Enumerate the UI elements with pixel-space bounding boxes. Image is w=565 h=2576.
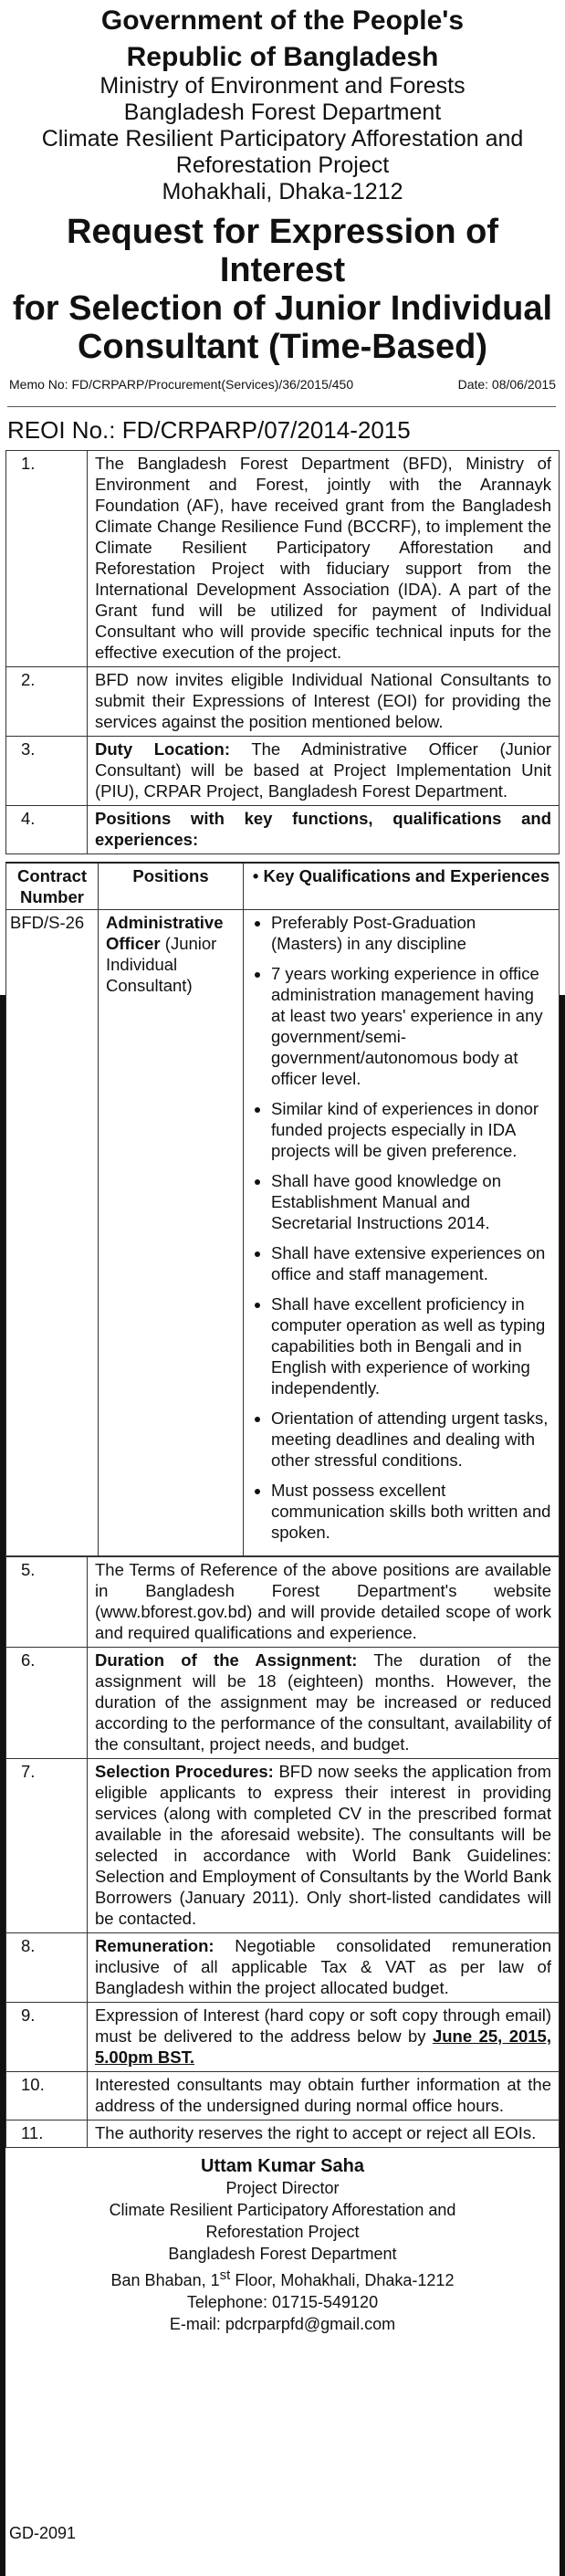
- col-positions: Positions: [99, 863, 244, 910]
- qualification-item: • Shall have good knowledge on Establishment Manual and Secretarial Instructions 2014.: [271, 1170, 551, 1233]
- item-body: The duration of the assignment will be 18 (eighteen) months. However, the duration of the assignment may be increased or reduced according to the performance of the consultant, availability of the consultant, project needs, and budget.: [95, 1650, 551, 1754]
- item-body: Expression of Interest (hard copy or soft copy through email) must be delivered to the address below by: [95, 2005, 551, 2046]
- item-number: 2.: [6, 667, 88, 737]
- col-contract-number: Contract Number: [6, 863, 99, 910]
- item-number: 11.: [6, 2120, 88, 2148]
- item-number: 10.: [6, 2072, 88, 2120]
- items-table-bottom: [5, 1556, 560, 2148]
- item-text: The Terms of Reference of the above positions are available in Bangladesh Forest Department's website (www.bforest.gov.bd) and will provide detailed scope of work and required qualifications and experience.: [88, 1557, 560, 1648]
- item-row: [6, 667, 560, 737]
- item-label: Remuneration:: [95, 1936, 214, 1955]
- signatory-email[interactable]: E-mail: pdcrparpfd@gmail.com: [169, 2315, 396, 2333]
- item-number: 7.: [6, 1759, 88, 1933]
- item-row: [6, 2072, 560, 2120]
- item-number: 4.: [6, 806, 88, 854]
- positions-header-row: [6, 863, 560, 910]
- qualification-item: • Shall have extensive experiences on office and staff management.: [271, 1242, 551, 1284]
- item-label: Selection Procedures:: [95, 1762, 274, 1781]
- item-number: 9.: [6, 2003, 88, 2072]
- item-number: 1.: [6, 451, 88, 667]
- address-part-1: Ban Bhaban, 1: [110, 2271, 220, 2289]
- qualifications-cell: [244, 910, 560, 1556]
- address: Mohakhali, Dhaka-1212: [162, 179, 403, 204]
- col-qualifications: • Key Qualifications and Experiences: [244, 863, 560, 910]
- title-line-1: Request for Expression of Interest: [67, 213, 498, 289]
- signature-block: [5, 2155, 560, 2335]
- header: [5, 5, 560, 366]
- org-line-1: Government of the People's: [100, 5, 465, 36]
- item-text: The Bangladesh Forest Department (BFD), Ministry of Environment and Forest, jointly with the Arannayk Foundation (AF), have received grant from the Bangladesh Climate Change Resilience Fund (BCCRF), to implement the Climate Resilient Participatory Afforestation and Reforestation Project with fiduciary support from the International Development Association (IDA). A part of the Grant fund will be utilized for payment of Individual Consultant who will provide specific technical inputs for the effective execution of the project.: [88, 451, 560, 667]
- item-row: [6, 451, 560, 667]
- item-row: [6, 1759, 560, 1933]
- project-line-2: Reforestation Project: [175, 152, 390, 178]
- address-part-2: Floor, Mohakhali, Dhaka-1212: [230, 2271, 455, 2289]
- item-number: 6.: [6, 1648, 88, 1759]
- item-row: [6, 737, 560, 806]
- qualification-item: • 7 years working experience in office administration management having at least two years' experience in any government/semi-government/autonomous body at officer level.: [271, 963, 551, 1089]
- signatory-project-2: Reforestation Project: [205, 2223, 360, 2241]
- item-text: [88, 2003, 560, 2072]
- item-number: 5.: [6, 1557, 88, 1648]
- item-text: Interested consultants may obtain further information at the address of the undersigned during normal office hours.: [88, 2072, 560, 2120]
- memo-row: [9, 377, 556, 392]
- signatory-name: Uttam Kumar Saha: [201, 2156, 364, 2176]
- signatory-project-1: Climate Resilient Participatory Afforestation and: [109, 2201, 456, 2219]
- item-text: [88, 1759, 560, 1933]
- item-body: Negotiable consolidated remuneration inclusive of all applicable Tax & VAT as per law of Bangladesh within the project allocated budget.: [95, 1936, 551, 1997]
- qualification-item: • Preferably Post-Graduation (Masters) in any discipline: [271, 912, 551, 954]
- item-text: The authority reserves the right to accept or reject all EOIs.: [88, 2120, 560, 2148]
- item-number: 8.: [6, 1933, 88, 2003]
- contract-number: BFD/S-26: [6, 910, 99, 1556]
- signatory-designation: Project Director: [225, 2179, 340, 2197]
- item-row: [6, 806, 560, 854]
- item-text: BFD now invites eligible Individual National Consultants to submit their Expressions of Interest (EOI) for providing the services against the position mentioned below.: [88, 667, 560, 737]
- scan-edge-right: [560, 995, 565, 2576]
- item-text: Positions with key functions, qualifications and experiences:: [88, 806, 560, 854]
- position-title: Administrative Officer: [106, 913, 224, 953]
- item-label: Duty Location:: [95, 739, 231, 759]
- positions-row: [6, 910, 560, 1556]
- items-table-top: [5, 450, 560, 854]
- item-row: [6, 2003, 560, 2072]
- signatory-telephone: Telephone: 01715-549120: [186, 2293, 379, 2311]
- notice-page: [5, 0, 560, 2576]
- qualification-item: • Similar kind of experiences in donor funded projects especially in IDA projects will be given preference.: [271, 1098, 551, 1161]
- item-row: [6, 1933, 560, 2003]
- positions-table: [5, 862, 560, 1556]
- item-row: [6, 1557, 560, 1648]
- position-detail: (Junior Individual Consultant): [106, 934, 217, 995]
- item-text: [88, 1648, 560, 1759]
- memo-number: Memo No: FD/CRPARP/Procurement(Services)/36/2015/450: [9, 377, 354, 392]
- ministry: Ministry of Environment and Forests: [99, 73, 466, 99]
- qualification-item: • Must possess excellent communication skills both written and spoken.: [271, 1480, 551, 1543]
- item-text: [88, 1933, 560, 2003]
- memo-date: Date: 08/06/2015: [457, 377, 556, 392]
- ref-code: GD-2091: [9, 2524, 77, 2542]
- org-line-2: Republic of Bangladesh: [126, 42, 439, 72]
- qualification-item: • Orientation of attending urgent tasks, meeting deadlines and dealing with other stressful conditions.: [271, 1408, 551, 1471]
- qualifications-list: [251, 912, 551, 1543]
- signatory-address: [5, 2265, 560, 2291]
- item-body: The Administrative Officer (Junior Consultant) will be based at Project Implementation Unit (PIU), CRPAR Project, Bangladesh Forest Department.: [95, 739, 552, 801]
- item-body: BFD now seeks the application from eligible applicants to express their interest in providing services (along with completed CV in the prescribed format available in the aforesaid website). The consultants will be selected in accordance with World Bank Guidelines: Selection and Employment of Consultants by the World Bank Borrowers (January 2011). Only short-listed candidates will be contacted.: [95, 1762, 551, 1928]
- project-line-1: Climate Resilient Participatory Afforestation and: [41, 126, 524, 152]
- title-line-2: for Selection of Junior Individual: [12, 289, 553, 328]
- department: Bangladesh Forest Department: [123, 99, 442, 125]
- item-row: [6, 1648, 560, 1759]
- title-line-3: Consultant (Time-Based): [77, 328, 487, 366]
- submission-deadline: June 25, 2015, 5.00pm BST.: [95, 2026, 551, 2067]
- item-label: Duration of the Assignment:: [95, 1650, 358, 1670]
- qualification-item: • Shall have excellent proficiency in computer operation as well as typing capabilities both in Bengali and in English with experience of working independently.: [271, 1293, 551, 1398]
- position-cell: [99, 910, 244, 1556]
- item-row: [6, 2120, 560, 2148]
- item-text: [88, 737, 560, 806]
- address-superscript: st: [219, 2267, 231, 2283]
- reoi-number: REOI No.: FD/CRPARP/07/2014-2015: [7, 406, 556, 445]
- item-number: 3.: [6, 737, 88, 806]
- signatory-department: Bangladesh Forest Department: [168, 2245, 397, 2263]
